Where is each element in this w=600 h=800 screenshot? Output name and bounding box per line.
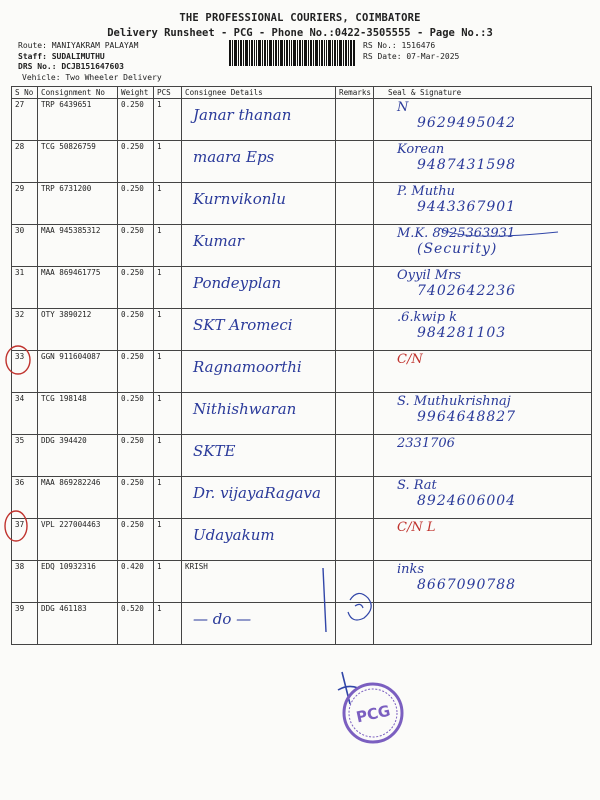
route-line: Route: MANIYAKRAM PALAYAM — [18, 41, 139, 50]
row-weight: 0.250 — [118, 183, 154, 225]
row-sno: 30 — [12, 225, 38, 267]
meta-right — [363, 41, 459, 62]
table-row — [12, 561, 592, 603]
row-consignment-no: MAA 869461775 — [38, 267, 118, 309]
row-seal-signature — [374, 603, 592, 645]
signature-line-1: 2331706 — [397, 436, 455, 451]
signature-line-1: N — [397, 100, 409, 115]
table-row — [12, 519, 592, 561]
runsheet-header — [0, 12, 600, 39]
row-remarks — [336, 477, 374, 519]
handwritten-name: Dr. vijayaRagava — [193, 484, 321, 502]
row-consignee-details — [182, 603, 336, 645]
row-consignment-no: EDQ 10932316 — [38, 561, 118, 603]
row-remarks — [336, 99, 374, 141]
table-row — [12, 435, 592, 477]
signature-line-1: inks — [397, 562, 425, 577]
col-pcs: PCS — [154, 87, 182, 99]
row-pcs: 1 — [154, 183, 182, 225]
row-sno: 27 — [12, 99, 38, 141]
handwritten-name: Udayakum — [193, 526, 275, 544]
row-sno: 28 — [12, 141, 38, 183]
handwritten-name: Nithishwaran — [193, 400, 297, 418]
table-row — [12, 309, 592, 351]
stamp-text: PCG — [354, 701, 392, 727]
consignee-printed-text: KRISH — [185, 562, 208, 571]
row-pcs: 1 — [154, 393, 182, 435]
row-seal-signature — [374, 519, 592, 561]
handwritten-name: maara Eps — [193, 148, 275, 166]
row-remarks — [336, 435, 374, 477]
signature-line-2: 9629495042 — [417, 115, 517, 131]
signature-line-2: 7402642236 — [417, 283, 517, 299]
row-consignee-details — [182, 99, 336, 141]
row-consignee-details — [182, 141, 336, 183]
col-sno: S No — [12, 87, 38, 99]
barcode — [229, 40, 355, 66]
signature-line-1: S. Rat — [397, 478, 437, 493]
row-consignee-details — [182, 519, 336, 561]
signature-line-1: .6.kwip k — [397, 310, 458, 325]
row-seal-signature — [374, 267, 592, 309]
row-consignee-details — [182, 393, 336, 435]
row-weight: 0.250 — [118, 393, 154, 435]
row-sno: 31 — [12, 267, 38, 309]
handwritten-name: — do — — [193, 610, 252, 628]
row-pcs: 1 — [154, 519, 182, 561]
row-sno: 32 — [12, 309, 38, 351]
row-sno: 37 — [12, 519, 38, 561]
row-seal-signature — [374, 477, 592, 519]
table-header-row — [12, 87, 592, 99]
rs-date-line: RS Date: 07-Mar-2025 — [363, 51, 460, 61]
row-consignment-no: TRP 6439651 — [38, 99, 118, 141]
runsheet-subtitle: Delivery Runsheet - PCG - Phone No.:0422-3505555 - Page No.:3 — [107, 27, 493, 39]
table-row — [12, 141, 592, 183]
col-consignment: Consignment No — [38, 87, 118, 99]
row-consignee-details — [182, 477, 336, 519]
row-remarks — [336, 561, 374, 603]
row-sno: 38 — [12, 561, 38, 603]
table-row — [12, 477, 592, 519]
handwritten-name: SKTE — [193, 442, 236, 460]
row-pcs: 1 — [154, 435, 182, 477]
row-pcs: 1 — [154, 99, 182, 141]
signature-line-2: (Security) — [417, 241, 498, 257]
signature-line-2: 8924606004 — [417, 493, 517, 509]
row-consignee-details — [182, 183, 336, 225]
signature-line-1: Korean — [397, 142, 445, 157]
handwritten-name: Kumar — [193, 232, 244, 250]
handwritten-name: Pondeyplan — [193, 274, 282, 292]
signature-line-1: C/N — [397, 352, 423, 367]
row-weight: 0.250 — [118, 225, 154, 267]
row-remarks — [336, 309, 374, 351]
row-weight: 0.250 — [118, 309, 154, 351]
table-row — [12, 225, 592, 267]
row-sno: 34 — [12, 393, 38, 435]
row-consignee-details — [182, 435, 336, 477]
row-seal-signature — [374, 99, 592, 141]
row-consignee-details — [182, 225, 336, 267]
table-row — [12, 351, 592, 393]
table-row — [12, 267, 592, 309]
row-consignee-details — [182, 351, 336, 393]
row-sno: 39 — [12, 603, 38, 645]
row-seal-signature — [374, 309, 592, 351]
table-row — [12, 603, 592, 645]
table-body — [12, 99, 592, 645]
row-consignee-details — [182, 561, 336, 603]
signature-line-1: P. Muthu — [397, 184, 456, 199]
pcg-stamp — [340, 680, 406, 746]
row-pcs: 1 — [154, 477, 182, 519]
staff-line: Staff: SUDALIMUTHU — [18, 51, 105, 61]
signature-line-1: C/N L — [397, 520, 436, 535]
row-seal-signature — [374, 351, 592, 393]
runsheet-table-wrap — [11, 86, 591, 645]
row-pcs: 1 — [154, 225, 182, 267]
row-consignment-no: TRP 6731200 — [38, 183, 118, 225]
row-seal-signature — [374, 561, 592, 603]
row-weight: 0.250 — [118, 435, 154, 477]
row-consignment-no: OTY 3890212 — [38, 309, 118, 351]
row-consignment-no: DDG 394420 — [38, 435, 118, 477]
col-remarks: Remarks — [336, 87, 374, 99]
row-consignment-no: VPL 227004463 — [38, 519, 118, 561]
row-seal-signature — [374, 183, 592, 225]
row-weight: 0.250 — [118, 141, 154, 183]
row-remarks — [336, 183, 374, 225]
row-seal-signature — [374, 225, 592, 267]
row-seal-signature — [374, 141, 592, 183]
table-row — [12, 393, 592, 435]
row-pcs: 1 — [154, 351, 182, 393]
signature-line-1: M.K. 8925363931 — [397, 226, 516, 241]
signature-line-1: S. Muthukrishnaj — [397, 394, 511, 409]
row-weight: 0.250 — [118, 519, 154, 561]
row-consignment-no: TCG 198148 — [38, 393, 118, 435]
row-remarks — [336, 267, 374, 309]
meta-left — [18, 41, 162, 83]
table-row — [12, 183, 592, 225]
row-remarks — [336, 603, 374, 645]
row-consignment-no: GGN 911604087 — [38, 351, 118, 393]
signature-line-1: Oyyil Mrs — [397, 268, 461, 283]
row-sno: 33 — [12, 351, 38, 393]
row-pcs: 1 — [154, 603, 182, 645]
row-remarks — [336, 225, 374, 267]
row-consignee-details — [182, 267, 336, 309]
row-sno: 35 — [12, 435, 38, 477]
row-weight: 0.420 — [118, 561, 154, 603]
signature-line-2: 9964648827 — [417, 409, 517, 425]
row-weight: 0.250 — [118, 267, 154, 309]
row-consignment-no: MAA 869282246 — [38, 477, 118, 519]
row-weight: 0.250 — [118, 99, 154, 141]
row-consignee-details — [182, 309, 336, 351]
row-pcs: 1 — [154, 561, 182, 603]
row-pcs: 1 — [154, 309, 182, 351]
runsheet-table — [11, 86, 592, 645]
drs-line: DRS No.: DCJB151647603 — [18, 62, 124, 71]
vehicle-line: Vehicle: Two Wheeler Delivery — [22, 72, 162, 82]
row-consignment-no: DDG 461183 — [38, 603, 118, 645]
company-title: THE PROFESSIONAL COURIERS, COIMBATORE — [179, 12, 421, 24]
row-weight: 0.520 — [118, 603, 154, 645]
table-row — [12, 99, 592, 141]
row-remarks — [336, 393, 374, 435]
row-sno: 36 — [12, 477, 38, 519]
signature-line-2: 9487431598 — [417, 157, 517, 173]
row-consignment-no: TCG 50826759 — [38, 141, 118, 183]
col-consignee: Consignee Details — [182, 87, 336, 99]
row-seal-signature — [374, 393, 592, 435]
signature-line-2: 984281103 — [417, 325, 507, 341]
signature-line-2: 8667090788 — [417, 577, 517, 593]
row-seal-signature — [374, 435, 592, 477]
signature-line-2: 9443367901 — [417, 199, 517, 215]
row-remarks — [336, 519, 374, 561]
row-remarks — [336, 351, 374, 393]
col-signature: Seal & Signature — [374, 87, 592, 99]
row-sno: 29 — [12, 183, 38, 225]
row-pcs: 1 — [154, 267, 182, 309]
row-consignment-no: MAA 945385312 — [38, 225, 118, 267]
row-weight: 0.250 — [118, 351, 154, 393]
handwritten-name: Kurnvikonlu — [193, 190, 286, 208]
handwritten-name: Ragnamoorthi — [193, 358, 302, 376]
col-weight: Weight — [118, 87, 154, 99]
row-pcs: 1 — [154, 141, 182, 183]
handwritten-name: Janar thanan — [193, 106, 292, 124]
row-remarks — [336, 141, 374, 183]
rs-no-line: RS No.: 1516476 — [363, 41, 436, 50]
row-weight: 0.250 — [118, 477, 154, 519]
handwritten-name: SKT Aromeci — [193, 316, 293, 334]
